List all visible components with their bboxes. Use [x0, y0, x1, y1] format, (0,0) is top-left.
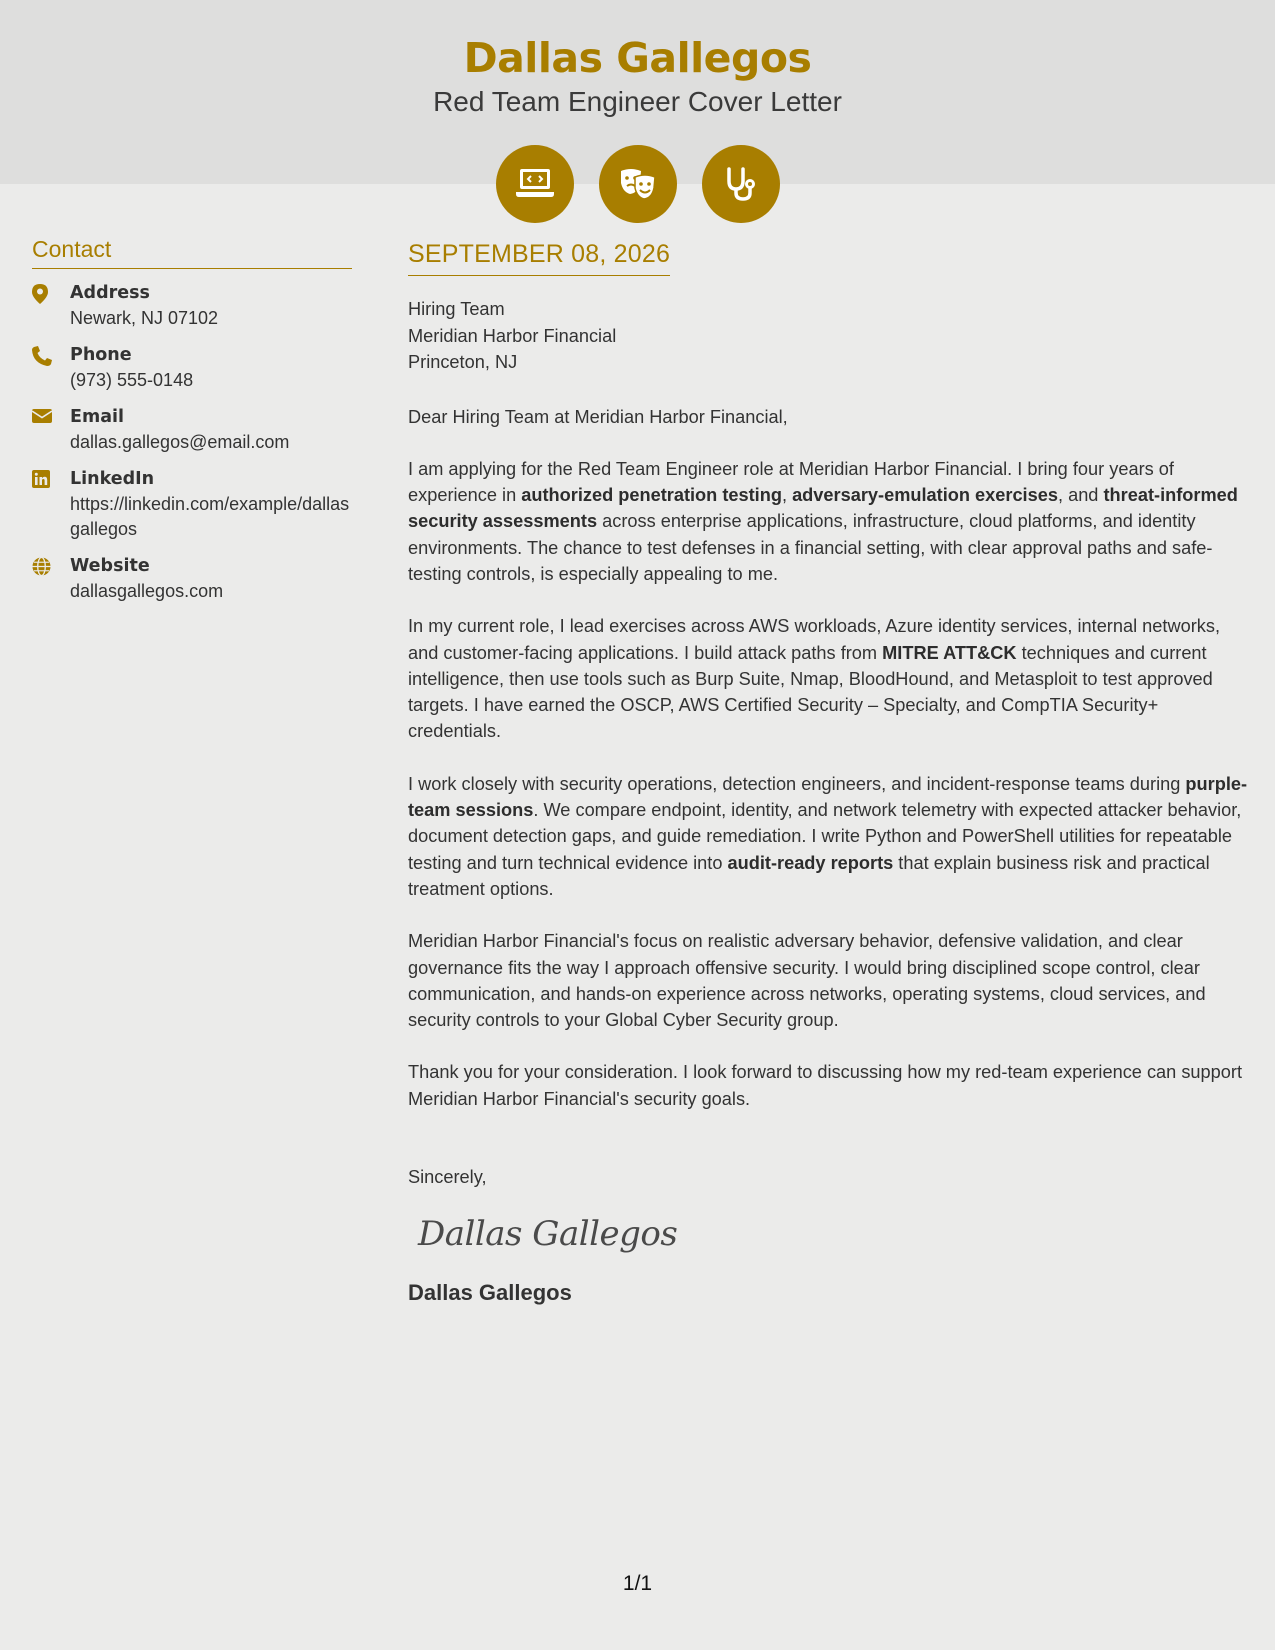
contact-value: dallas.gallegos@email.com: [70, 432, 290, 452]
laptop-code-icon: [496, 145, 574, 223]
stethoscope-icon: [702, 145, 780, 223]
phone-icon: [32, 343, 70, 371]
paragraph-thanks: Thank you for your consideration. I look forward to discussing how my red-team experience can support Meridian Harbor Financial's security goals.: [408, 1062, 1243, 1109]
paragraph-collaboration: I work closely with security operations, detection engineers, and incident-response teams during purple-team sessions. We compare endpoint, identity, and network telemetry with expected attacker behavior, document detection gaps, and guide remediation. I write Python and PowerShell utilities for repeatable testing and turn technical evidence into audit-ready reports that explain business risk and practical treatment options.: [408, 773, 1248, 899]
contact-website: [32, 554, 352, 604]
contact-address: [32, 281, 352, 331]
candidate-name: Dallas Gallegos: [463, 34, 812, 82]
signed-name: Dallas Gallegos: [408, 1280, 572, 1306]
theater-masks-icon: [599, 145, 677, 223]
document-subtitle: Red Team Engineer Cover Letter: [433, 86, 842, 117]
letter-date: SEPTEMBER 08, 2026: [408, 240, 670, 276]
contact-heading: Contact: [32, 236, 352, 269]
globe-icon: [32, 554, 70, 581]
recipient-line: Princeton, NJ: [408, 352, 518, 372]
paragraph-intro: I am applying for the Red Team Engineer role at Meridian Harbor Financial. I bring four years of experience in authorized penetration testing, adversary-emulation exercises, and threat-informed security assessments across enterprise applications, infrastructure, cloud platforms, and identity environments. The chance to test defenses in a financial setting, with clear approval paths and safe-testing controls, is especially appealing to me.: [408, 458, 1238, 584]
contact-phone: [32, 343, 352, 393]
header-icon-row: [0, 145, 1275, 223]
map-pin-icon: [32, 281, 70, 309]
contact-value[interactable]: dallasgallegos.com: [70, 581, 224, 601]
contact-label: Email: [70, 407, 124, 427]
handwritten-signature: Dallas Gallegos: [418, 1214, 678, 1255]
contact-value: (973) 555-0148: [70, 370, 194, 390]
recipient-block: [408, 296, 1253, 376]
contact-linkedin: [32, 467, 352, 542]
contact-sidebar: [32, 236, 352, 616]
contact-label: Address: [70, 283, 150, 303]
recipient-line: Meridian Harbor Financial: [408, 325, 617, 346]
contact-label: Phone: [70, 345, 132, 365]
linkedin-icon: [32, 467, 70, 493]
closing: Sincerely,: [408, 1167, 487, 1188]
paragraph-fit: Meridian Harbor Financial's focus on realistic adversary behavior, defensive validation, and clear governance fits the way I approach offensive security. I would bring disciplined scope control, clear communication, and hands-on experience across networks, operating systems, cloud services, and security controls to your Global Cyber Security group.: [408, 931, 1206, 1031]
contact-email: [32, 405, 352, 455]
contact-value: Newark, NJ 07102: [70, 308, 219, 328]
paragraph-experience: In my current role, I lead exercises across AWS workloads, Azure identity services, internal networks, and customer-facing applications. I build attack paths from MITRE ATT&CK techniques and current intelligence, then use tools such as Burp Suite, Nmap, BloodHound, and Metasploit to test approved targets. I have earned the OSCP, AWS Certified Security – Specialty, and CompTIA Security+ credentials.: [408, 616, 1221, 742]
letter-body: [408, 240, 1253, 1306]
salutation: Dear Hiring Team at Meridian Harbor Financial,: [408, 406, 788, 427]
contact-label: Website: [70, 556, 150, 576]
page-number: 1/1: [622, 1572, 653, 1595]
contact-value[interactable]: https://linkedin.com/example/dallasgallegos: [70, 494, 350, 539]
contact-label: LinkedIn: [70, 469, 155, 489]
envelope-icon: [32, 405, 70, 429]
recipient-line: Hiring Team: [408, 299, 505, 319]
